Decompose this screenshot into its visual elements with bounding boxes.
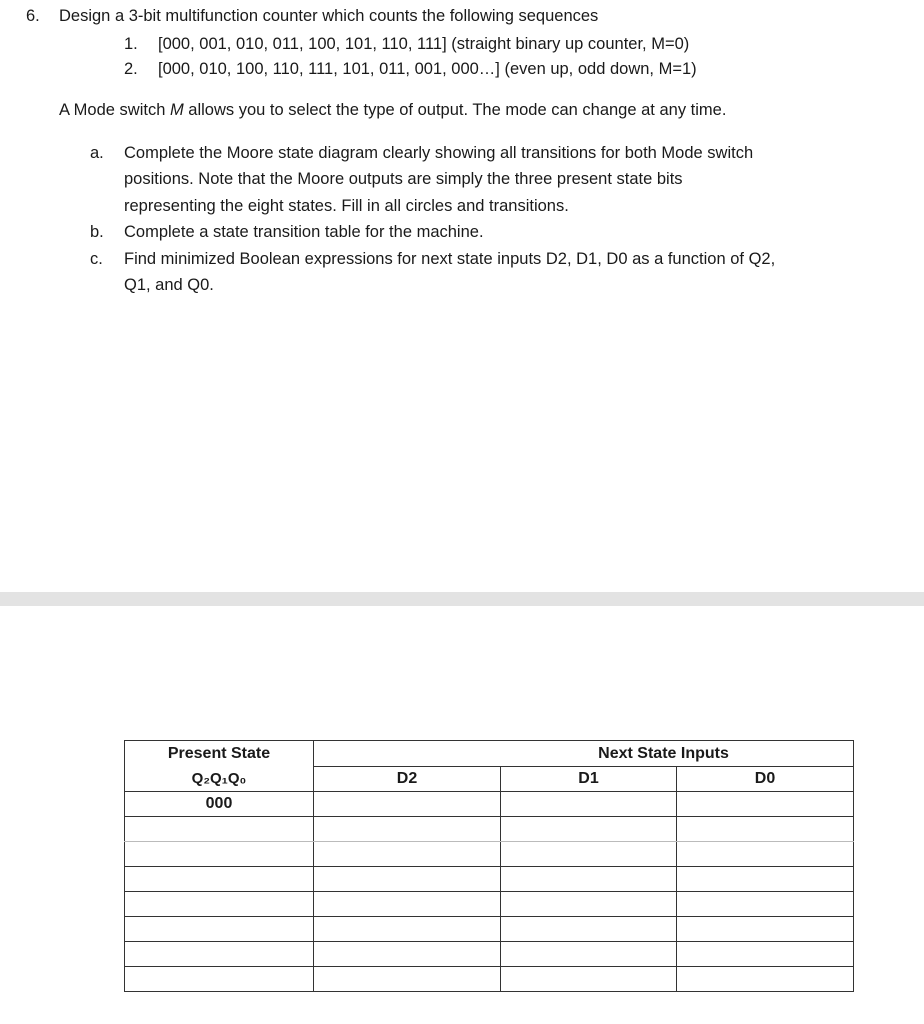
d2-cell[interactable] bbox=[314, 892, 501, 917]
d1-cell[interactable] bbox=[501, 892, 677, 917]
present-state-bits-header: Q₂Q₁Q₀ bbox=[125, 767, 314, 792]
sequence-1-number: 1. bbox=[124, 35, 138, 53]
state-cell[interactable] bbox=[125, 867, 314, 892]
part-c-line-2: Q1, and Q0. bbox=[124, 276, 214, 294]
part-c-line-1: Find minimized Boolean expressions for next state inputs D2, D1, D0 as a function of Q2, bbox=[124, 250, 776, 268]
d2-cell[interactable] bbox=[314, 917, 501, 942]
d2-cell[interactable] bbox=[314, 942, 501, 967]
d0-column-header: D0 bbox=[677, 767, 854, 792]
d0-cell[interactable] bbox=[677, 867, 854, 892]
part-a-letter: a. bbox=[90, 144, 104, 162]
part-b-letter: b. bbox=[90, 223, 104, 241]
state-cell[interactable] bbox=[125, 942, 314, 967]
state-cell[interactable] bbox=[125, 917, 314, 942]
d2-cell[interactable] bbox=[314, 792, 501, 817]
sequence-2-text: [000, 010, 100, 110, 111, 101, 011, 001, 000…] (even up, odd down, M=1) bbox=[158, 60, 697, 78]
part-b-line-1: Complete a state transition table for the machine. bbox=[124, 223, 484, 241]
d1-cell[interactable] bbox=[501, 917, 677, 942]
d1-cell[interactable] bbox=[501, 792, 677, 817]
d0-cell[interactable] bbox=[677, 792, 854, 817]
state-cell[interactable] bbox=[125, 967, 314, 992]
d2-cell[interactable] bbox=[314, 817, 501, 842]
part-a-line-3: representing the eight states. Fill in all circles and transitions. bbox=[124, 197, 569, 215]
d2-cell[interactable] bbox=[314, 842, 501, 867]
state-cell[interactable] bbox=[125, 842, 314, 867]
present-state-header: Present State bbox=[125, 741, 314, 767]
state-cell: 000 bbox=[125, 792, 314, 817]
d0-cell[interactable] bbox=[677, 942, 854, 967]
page-divider bbox=[0, 592, 924, 606]
d2-column-header: D2 bbox=[314, 767, 501, 792]
d0-cell[interactable] bbox=[677, 842, 854, 867]
d1-cell[interactable] bbox=[501, 842, 677, 867]
state-cell[interactable] bbox=[125, 892, 314, 917]
part-c-letter: c. bbox=[90, 250, 103, 268]
d2-cell[interactable] bbox=[314, 867, 501, 892]
d1-cell[interactable] bbox=[501, 942, 677, 967]
d0-cell[interactable] bbox=[677, 817, 854, 842]
d1-cell[interactable] bbox=[501, 817, 677, 842]
next-state-inputs-header: Next State Inputs bbox=[314, 741, 854, 767]
d0-cell[interactable] bbox=[677, 892, 854, 917]
sequence-2-number: 2. bbox=[124, 60, 138, 78]
sequence-1-text: [000, 001, 010, 011, 100, 101, 110, 111] (straight binary up counter, M=0) bbox=[158, 35, 690, 53]
part-a-line-2: positions. Note that the Moore outputs are simply the three present state bits bbox=[124, 170, 683, 188]
d0-cell[interactable] bbox=[677, 917, 854, 942]
d1-cell[interactable] bbox=[501, 867, 677, 892]
d0-cell[interactable] bbox=[677, 967, 854, 992]
d1-cell[interactable] bbox=[501, 967, 677, 992]
d1-column-header: D1 bbox=[501, 767, 677, 792]
part-a-line-1: Complete the Moore state diagram clearly showing all transitions for both Mode switch bbox=[124, 144, 754, 162]
mode-sentence: A Mode switch M allows you to select the type of output. The mode can change at any time. bbox=[59, 101, 727, 119]
problem-number: 6. bbox=[26, 7, 40, 25]
state-cell[interactable] bbox=[125, 817, 314, 842]
state-transition-table bbox=[124, 740, 854, 992]
d2-cell[interactable] bbox=[314, 967, 501, 992]
problem-intro: Design a 3-bit multifunction counter which counts the following sequences bbox=[59, 7, 599, 25]
